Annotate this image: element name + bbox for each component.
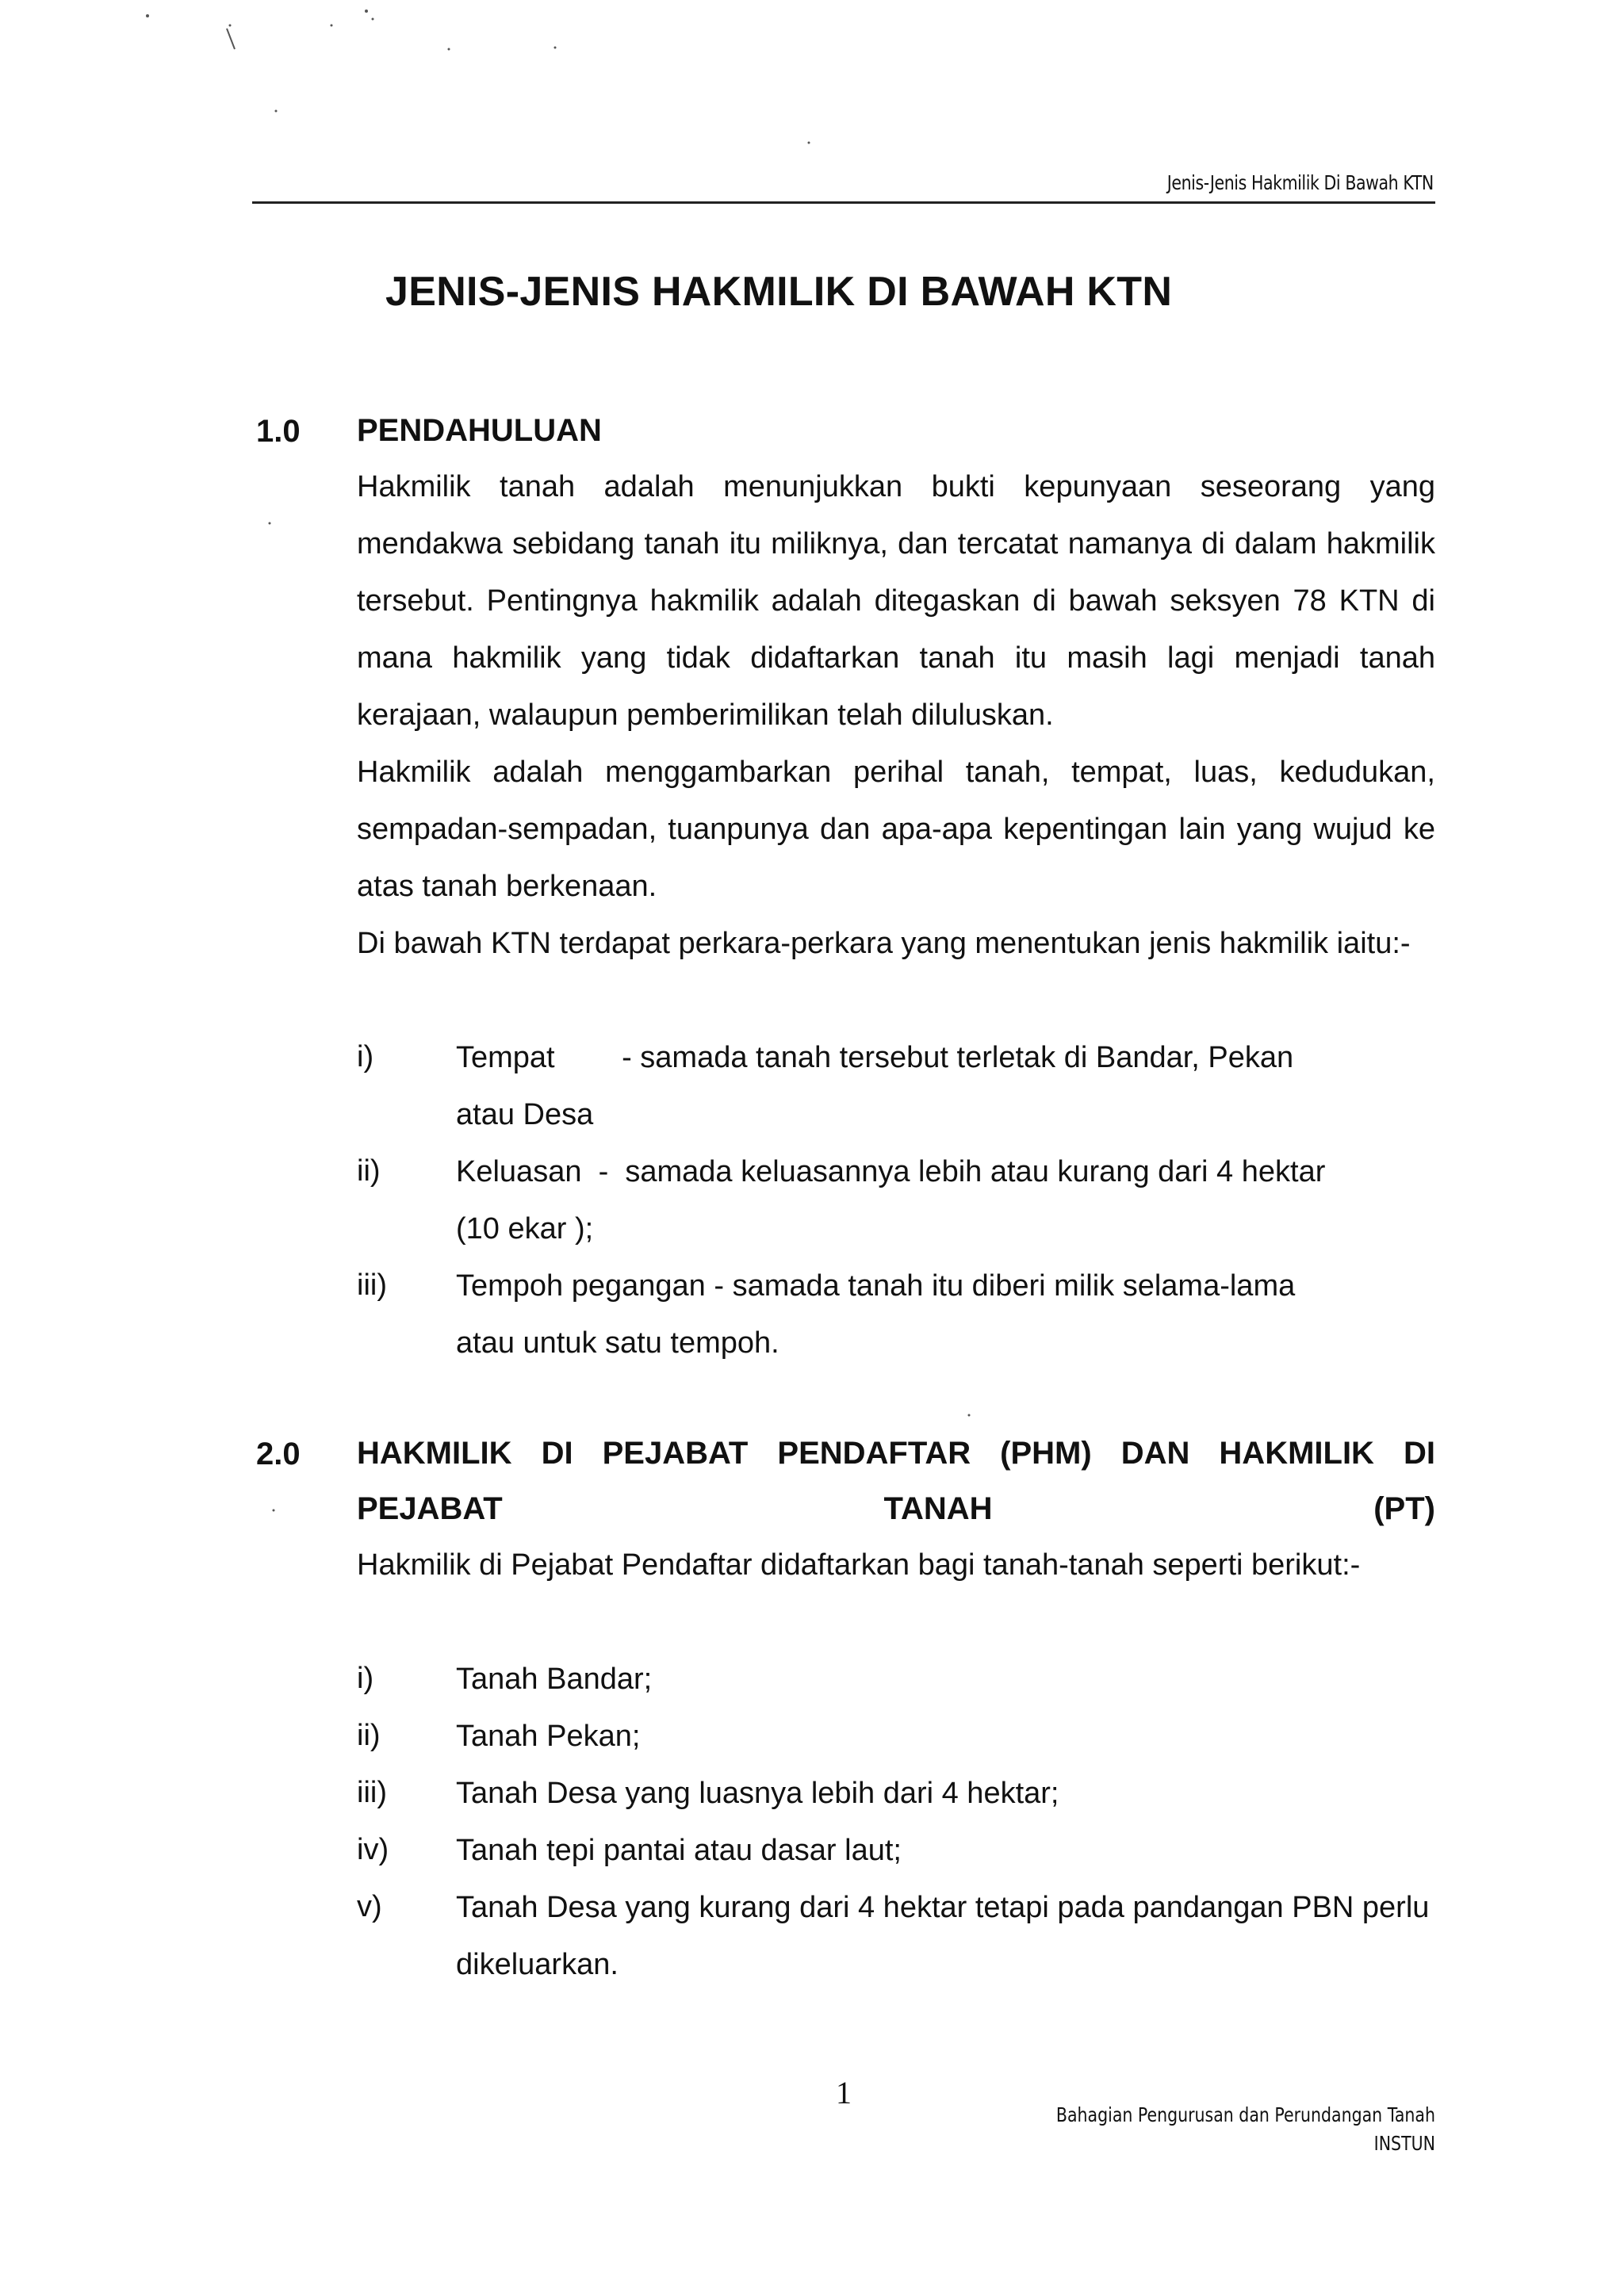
- list-item-number: i): [357, 1662, 374, 1695]
- section-1-paragraph-2: Hakmilik adalah menggambarkan perihal tanah, tempat, luas, kedudukan, sempadan-sempadan, tuanpunya dan apa-apa kepentingan lain yang wujud ke atas tanah berkenaan.: [357, 756, 1435, 903]
- page-number: 1: [836, 2075, 852, 2110]
- section-1-heading: PENDAHULUAN: [357, 413, 602, 448]
- list-item-line: (10 ekar );: [456, 1212, 594, 1246]
- section-2-heading: [357, 1425, 1435, 1536]
- list-item-number: i): [357, 1040, 374, 1073]
- section-2-paragraph-1: Hakmilik di Pejabat Pendaftar didaftarkan bagi tanah-tanah seperti berikut:-: [357, 1548, 1361, 1582]
- section-2-heading-text: HAKMILIK DI PEJABAT PENDAFTAR (PHM) DAN HAKMILIK DI PEJABAT TANAH (PT): [357, 1436, 1435, 1526]
- section-1-number: 1.0: [256, 414, 301, 449]
- list-item: Tanah Desa yang kurang dari 4 hektar tetapi pada pandangan PBN perlu dikeluarkan.: [456, 1891, 1430, 1981]
- list-item-number: iii): [357, 1776, 387, 1809]
- list-item-line: Tempat - samada tanah tersebut terletak di Bandar, Pekan: [456, 1041, 1294, 1074]
- list-item: [456, 1029, 1435, 1143]
- list-item-number: iii): [357, 1269, 387, 1302]
- list-item-number: ii): [357, 1719, 381, 1752]
- header-rule: [252, 201, 1435, 204]
- list-item: Tanah Bandar;: [456, 1663, 653, 1696]
- section-2-number: 2.0: [256, 1437, 301, 1471]
- section-1-paragraph-1: Hakmilik tanah adalah menunjukkan bukti kepunyaan seseorang yang mendakwa sebidang tanah itu miliknya, dan tercatat namanya di dalam hakmilik tersebut. Pentingnya hakmilik adalah ditegaskan di bawah seksyen 78 KTN di mana hakmilik yang tidak didaftarkan tanah itu masih lagi menjadi tanah kerajaan, walaupun pemberimilikan telah diluluskan.: [357, 470, 1435, 732]
- footer: [1056, 2101, 1435, 2158]
- section-1-paragraph-3: Di bawah KTN terdapat perkara-perkara yang menentukan jenis hakmilik iaitu:-: [357, 927, 1411, 960]
- footer-institution: INSTUN: [1373, 2132, 1435, 2155]
- running-header: Jenis-Jenis Hakmilik Di Bawah KTN: [1166, 171, 1434, 194]
- list-item-line: Keluasan - samada keluasannya lebih atau kurang dari 4 hektar: [456, 1155, 1326, 1188]
- document-title: JENIS-JENIS HAKMILIK DI BAWAH KTN: [385, 269, 1173, 315]
- list-item: [456, 1257, 1435, 1372]
- list-item-line: atau untuk satu tempoh.: [456, 1326, 779, 1360]
- list-item-number: ii): [357, 1154, 381, 1188]
- list-item: Tanah Desa yang luasnya lebih dari 4 hektar;: [456, 1777, 1059, 1810]
- list-item-line: Tempoh pegangan - samada tanah itu diberi milik selama-lama: [456, 1269, 1296, 1303]
- footer-department: Bahagian Pengurusan dan Perundangan Tanah: [1055, 2103, 1435, 2126]
- list-item: Tanah tepi pantai atau dasar laut;: [456, 1834, 902, 1867]
- list-item-number: iv): [357, 1833, 389, 1866]
- list-item-number: v): [357, 1890, 382, 1923]
- list-item: [456, 1143, 1435, 1257]
- list-item: Tanah Pekan;: [456, 1720, 641, 1753]
- list-item-line: atau Desa: [456, 1098, 594, 1131]
